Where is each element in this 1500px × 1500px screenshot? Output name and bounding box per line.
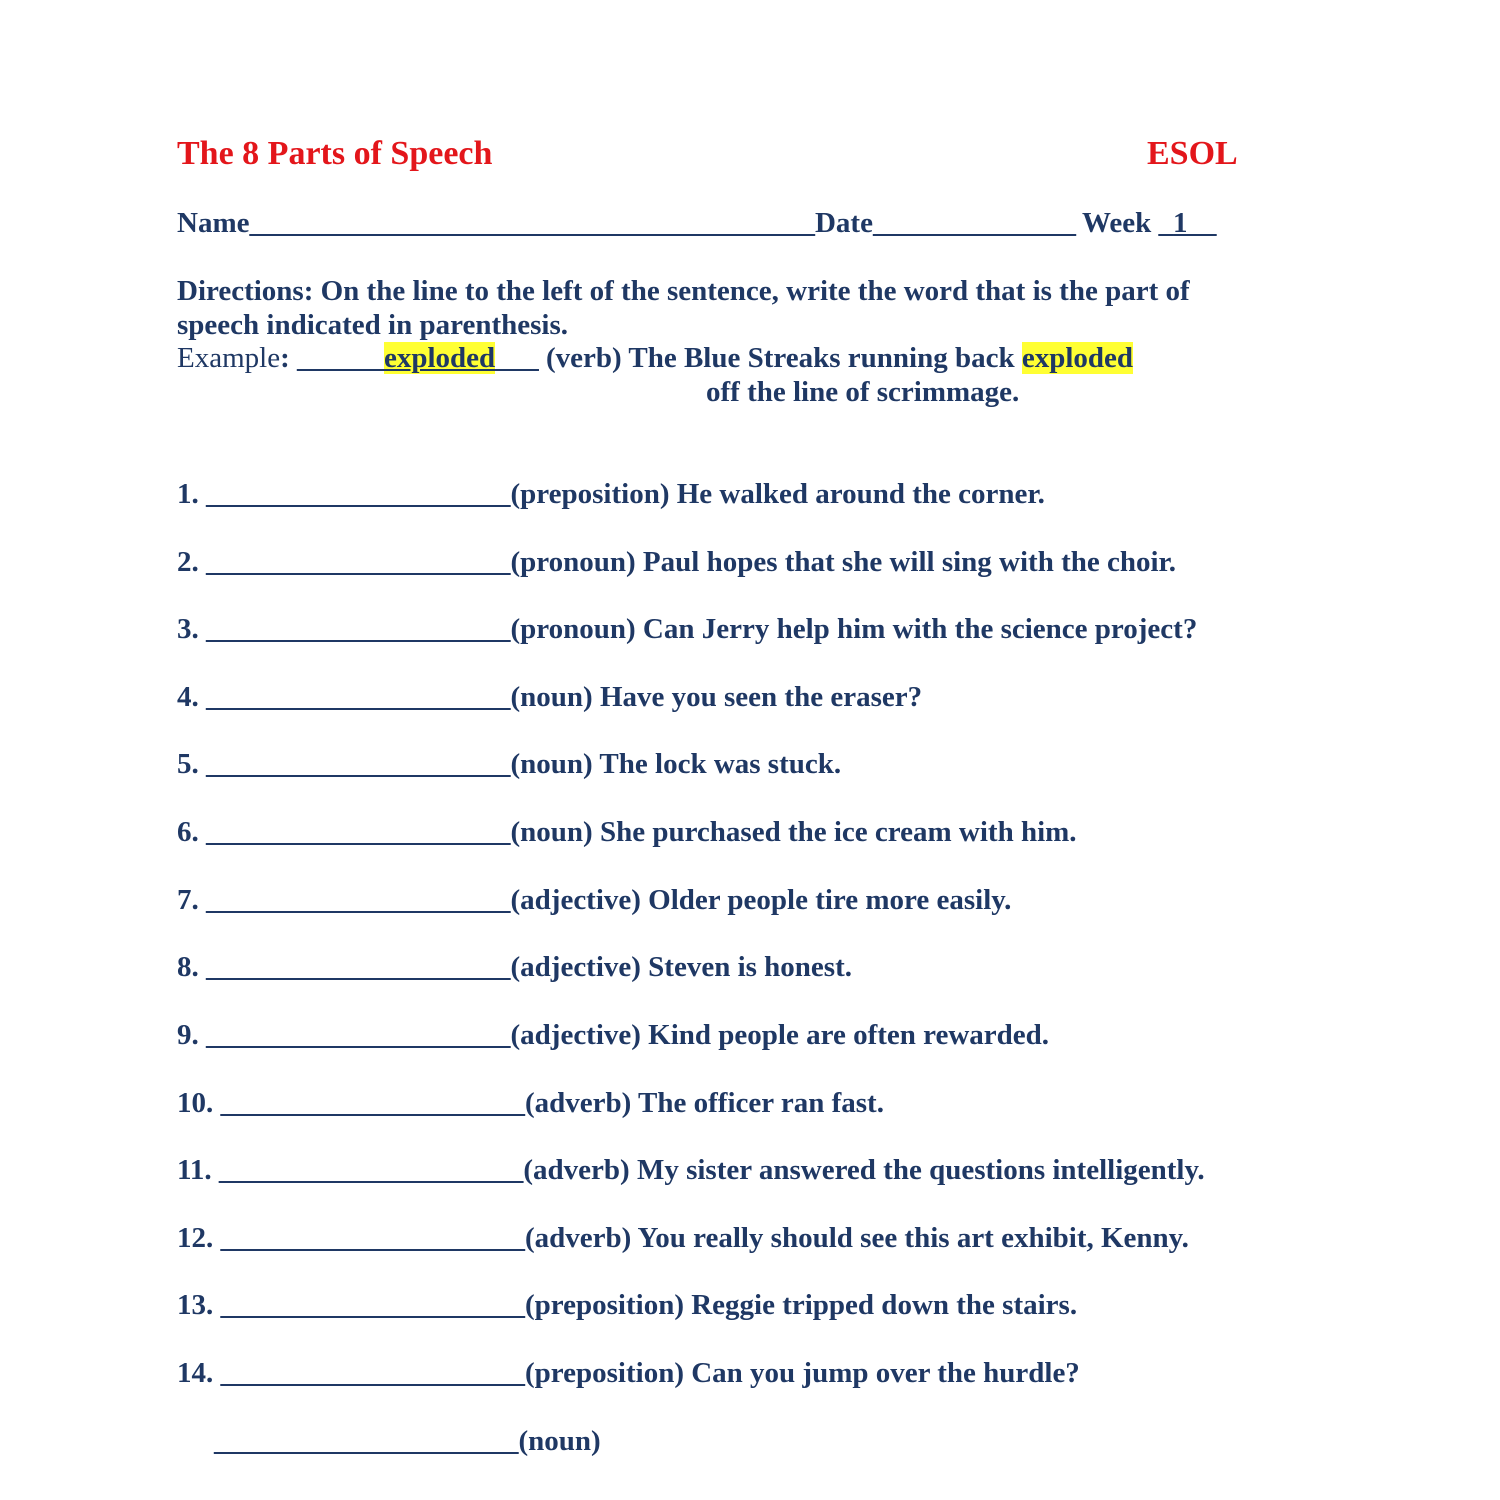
week-label: Week _ [1082, 207, 1174, 239]
list-item: 7. _____________________(adjective) Older people tire more easily. [177, 884, 1012, 916]
example-label: Example [177, 342, 281, 374]
list-item: 2. _____________________(pronoun) Paul hopes that she will sing with the choir. [177, 546, 1177, 578]
example-highlight-word: exploded [1021, 342, 1134, 374]
list-item: 1. _____________________(preposition) He walked around the corner. [177, 478, 1045, 510]
directions-line-2: speech indicated in parenthesis. [177, 309, 569, 341]
list-item: 12. _____________________(adverb) You really should see this art exhibit, Kenny. [177, 1222, 1189, 1254]
list-item: 8. _____________________(adjective) Steven is honest. [177, 951, 853, 983]
list-item: 13. _____________________(preposition) Reggie tripped down the stairs. [177, 1289, 1078, 1321]
subject-label: ESOL [1147, 135, 1238, 172]
example-line [177, 341, 1133, 375]
name-label: Name [177, 207, 250, 239]
list-item: 3. _____________________(pronoun) Can Jerry help him with the science project? [177, 613, 1198, 645]
date-label: Date [814, 207, 873, 239]
directions-line-1: Directions: On the line to the left of the sentence, write the word that is the part of [177, 275, 1190, 307]
list-item: 10. _____________________(adverb) The officer ran fast. [177, 1087, 884, 1119]
name-blank: _______________________________________ [249, 207, 815, 239]
list-item: 5. _____________________(noun) The lock was stuck. [177, 748, 842, 780]
week-field [1082, 206, 1217, 240]
example-sentence: ___ (verb) The Blue Streaks running back [495, 342, 1022, 374]
list-item: 9. _____________________(adjective) Kind people are often rewarded. [177, 1019, 1050, 1051]
list-item: 6. _____________________(noun) She purchased the ice cream with him. [177, 816, 1077, 848]
example-answer: exploded [384, 342, 496, 374]
example-line-2: off the line of scrimmage. [706, 376, 1020, 408]
date-blank: ______________ [872, 207, 1076, 239]
example-colon: : ______ [280, 342, 384, 374]
info-line [177, 206, 1076, 240]
week-value: 1 [1173, 207, 1188, 239]
list-item: 4. _____________________(noun) Have you seen the eraser? [177, 681, 923, 713]
page-title: The 8 Parts of Speech [177, 135, 493, 172]
week-tail: __ [1187, 207, 1217, 239]
list-item: _____________________(noun) [214, 1425, 601, 1457]
list-item: 11. _____________________(adverb) My sister answered the questions intelligently. [177, 1154, 1205, 1186]
list-item: 14. _____________________(preposition) Can you jump over the hurdle? [177, 1357, 1080, 1389]
